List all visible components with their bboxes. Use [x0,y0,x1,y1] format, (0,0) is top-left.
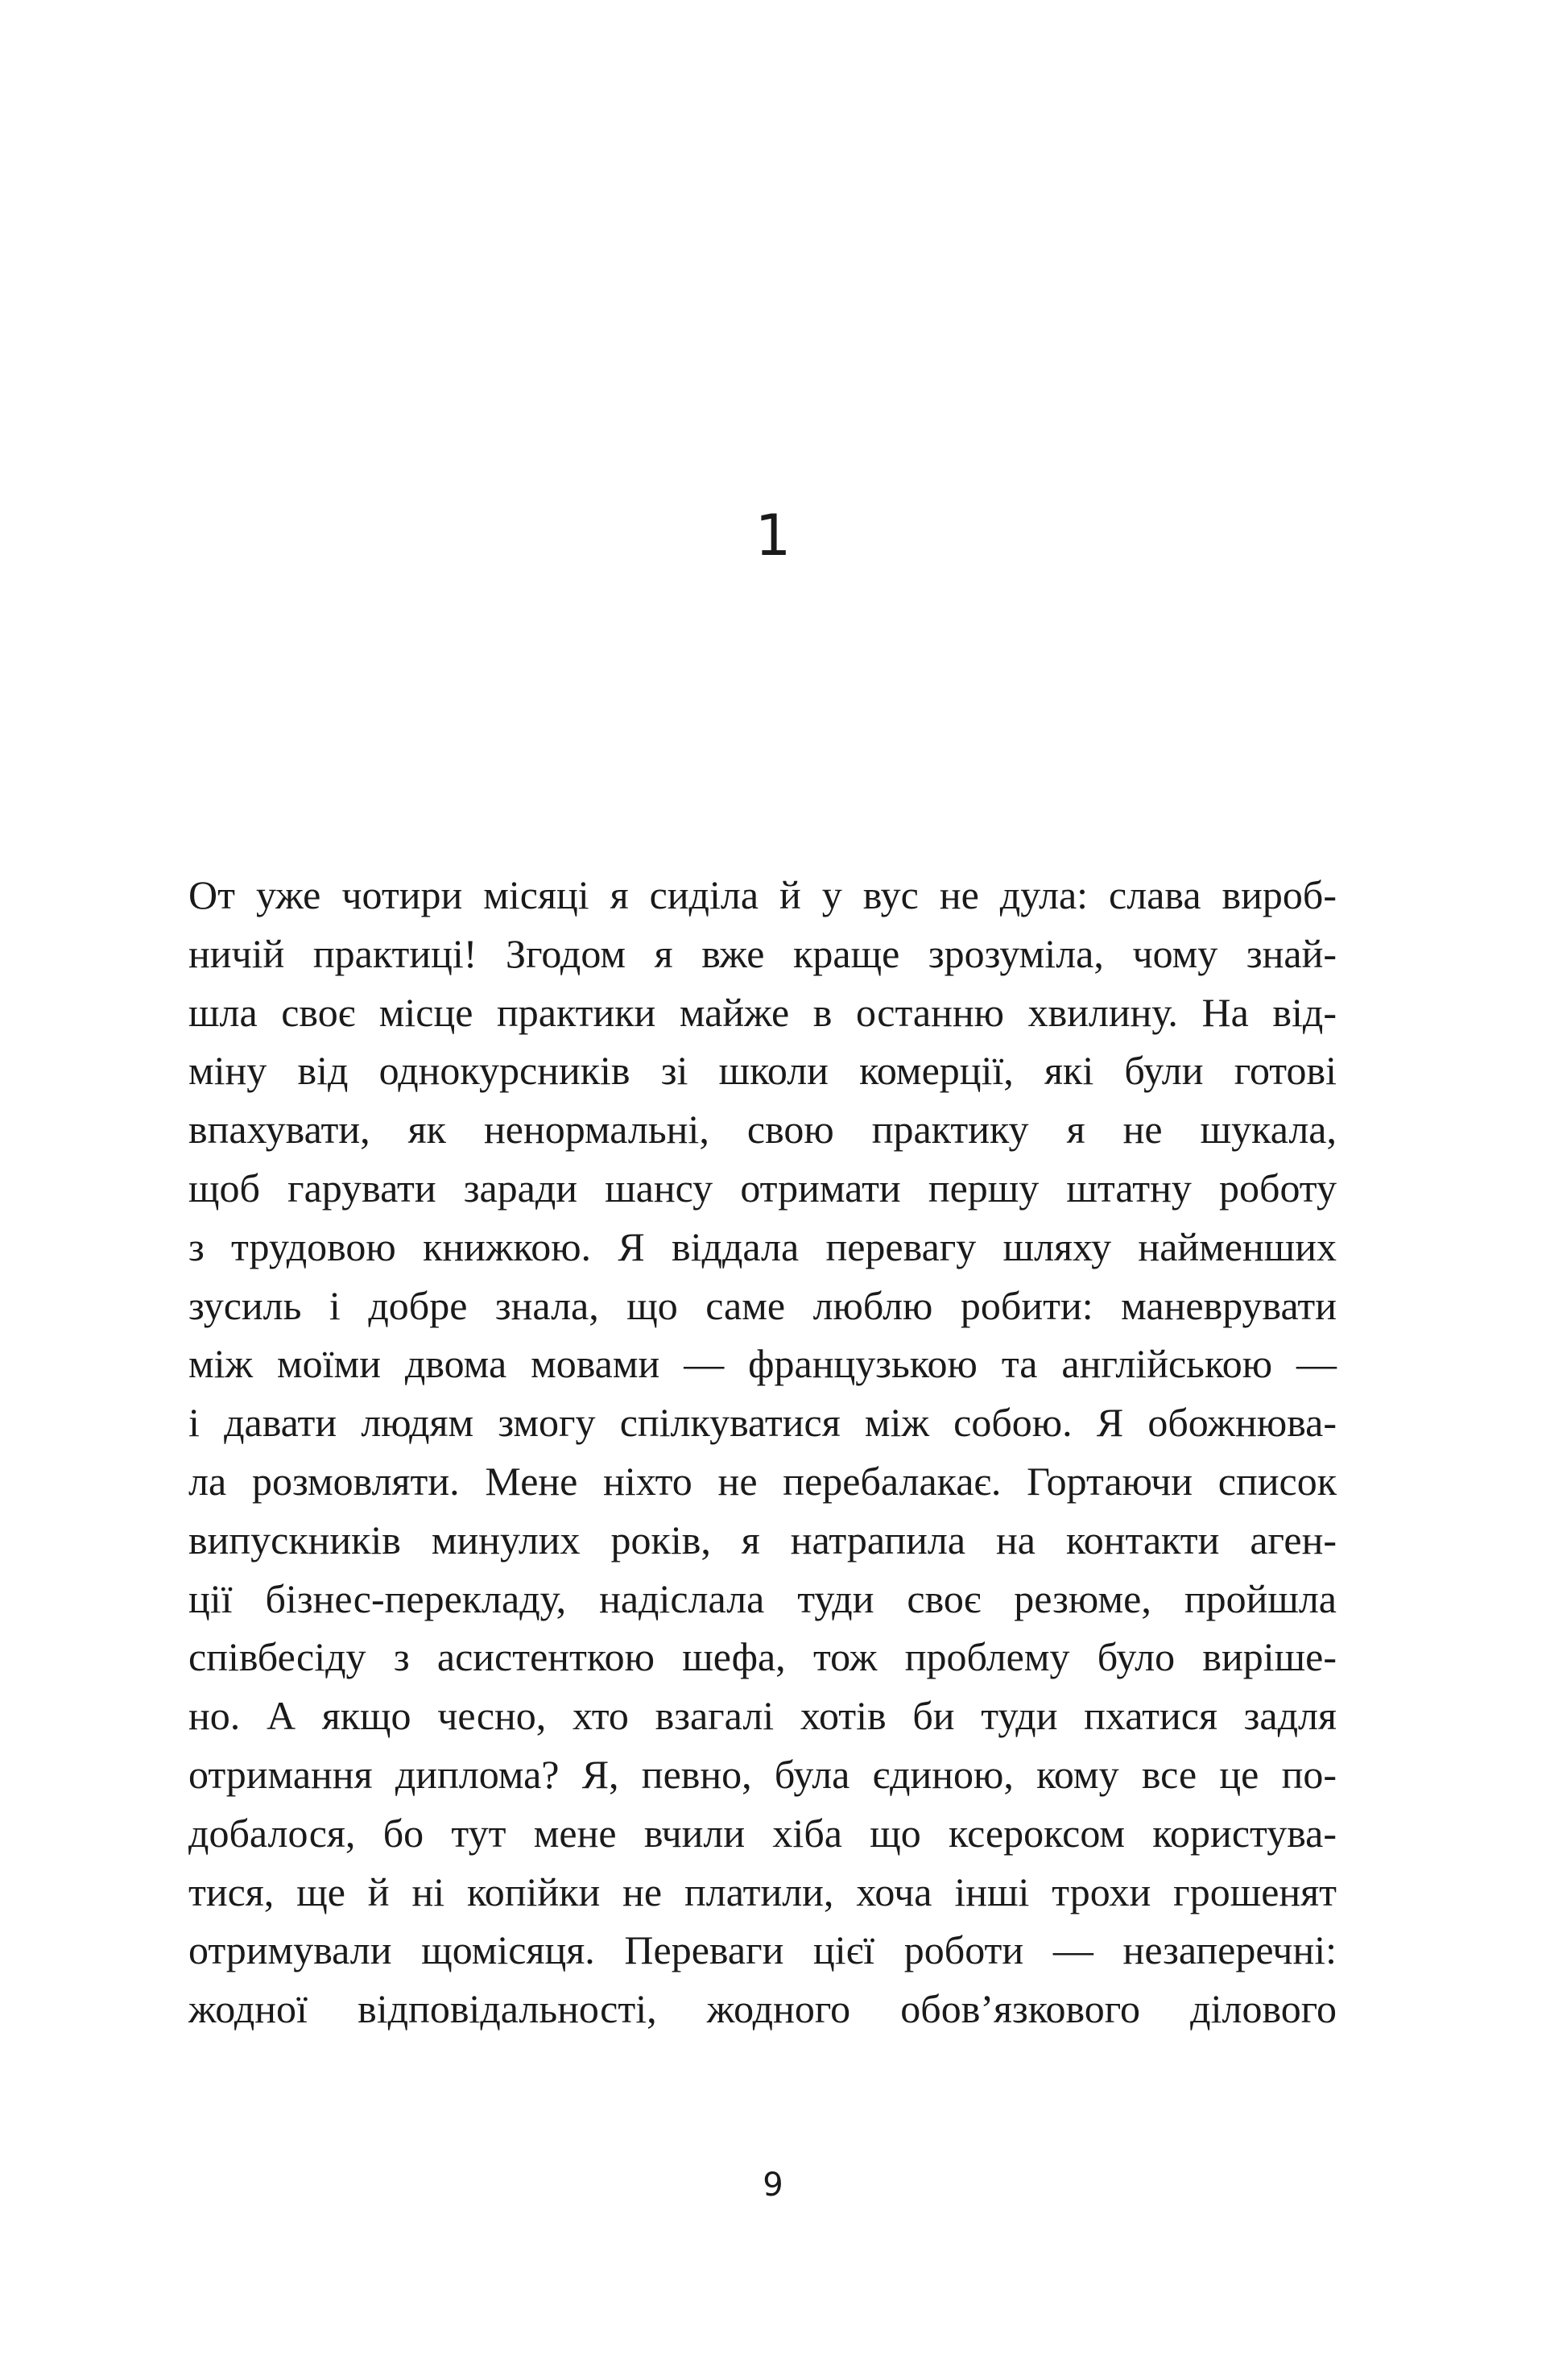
text-line: між моїми двома мовами — французькою та англійською — [188,1341,1337,1387]
chapter-number: 1 [754,503,792,569]
text-line: отримання диплома? Я, певно, була єдиною, кому все це по- [188,1751,1337,1797]
text-line: впахувати, як ненормальні, свою практику я не шукала, [188,1107,1337,1153]
text-line: співбесіду з асистенткою шефа, тож проблему було виріше- [188,1634,1337,1680]
text-line: випускників минулих років, я натрапила на контакти аген- [188,1517,1337,1563]
text-line: ції бізнес-перекладу, надіслала туди своє резюме, пройшла [188,1575,1337,1621]
text-line: щоб гарувати заради шансу отримати першу штатну роботу [188,1165,1337,1211]
text-line: добалося, бо тут мене вчили хіба що ксероксом користува- [188,1810,1337,1856]
text-line: з трудовою книжкою. Я віддала перевагу шляху найменших [188,1223,1337,1269]
text-line: зусиль і добре знала, що саме люблю робити: маневрувати [188,1282,1337,1328]
text-line: От уже чотири місяці я сиділа й у вус не дула: слава вироб- [188,872,1337,917]
text-line: тися, ще й ні копійки не платили, хоча інші трохи грошенят [188,1869,1337,1914]
text-line: ла розмовляти. Мене ніхто не перебалакає. Гортаючи список [188,1458,1337,1504]
text-line: жодної відповідальності, жодного обов’язкового ділового [188,1986,1337,2032]
text-line: ничій практиці! Згодом я вже краще зрозуміла, чому знай- [188,930,1337,976]
page-number: 9 [763,2167,783,2204]
body-text [188,866,1337,2039]
text-line: шла своє місце практики майже в останню хвилину. На від- [188,989,1337,1035]
text-line: міну від однокурсників зі школи комерції, які були готові [188,1048,1337,1094]
text-line: отримували щомісяця. Переваги цієї роботи — незаперечні: [188,1927,1337,1973]
text-line: но. А якщо чесно, хто взагалі хотів би туди пхатися задля [188,1693,1337,1739]
text-line: і давати людям змогу спілкуватися між собою. Я обожнюва- [188,1400,1337,1446]
